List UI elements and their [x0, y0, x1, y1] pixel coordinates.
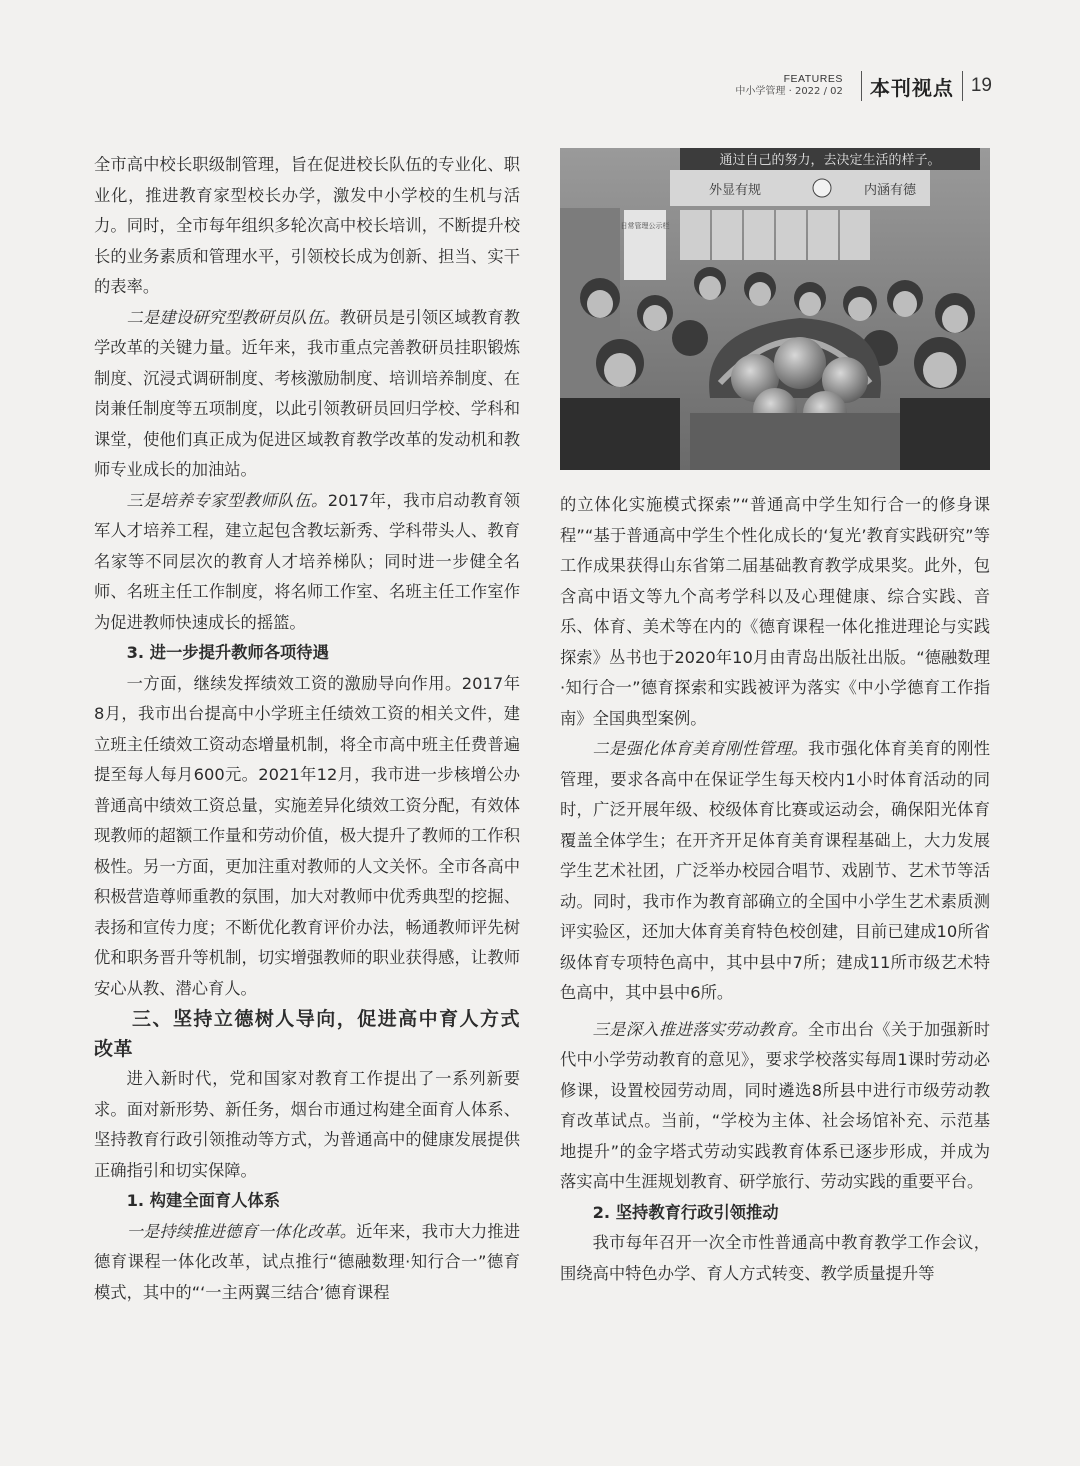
desk-left — [560, 398, 680, 470]
journal-issue: 中小学管理 · 2022 / 02 — [735, 86, 843, 98]
sign-text: 日常管理公示栏 — [620, 222, 670, 230]
paragraph: 全市高中校长职级制管理，旨在促进校长队伍的专业化、职业化，推进教育家型校长办学，激发中小学校的生机与活力。同时，全市每年组织多轮次高中校长培训，不断提升校长的业务素质和管理水平，引领校长成为创新、担当、实干的表率。 — [94, 155, 520, 296]
lead-phrase: 二是建设研究型教研员队伍。 — [126, 307, 340, 327]
paragraph — [94, 303, 520, 486]
features-label: FEATURES — [783, 73, 843, 86]
paragraph-text: 全市出台《关于加强新时代中小学劳动教育的意见》，要求学校落实每周1课时劳动必修课，设置校园劳动周，同时遴选8所县中进行市级劳动教育改革试点。当前，“学校为主体、社会场馆补充、示范基地提升”的金字塔式劳动实践教育体系已逐步形成，并成为落实高中生涯规划教育、研学旅行、劳动实践的重要平台。 — [560, 1019, 990, 1191]
page-header — [735, 68, 992, 104]
lead-phrase: 二是强化体育美育刚性管理。 — [592, 739, 808, 758]
board-left-text: 外显有规 — [708, 183, 762, 198]
paragraph-text: 2017年，我市启动教育领军人才培养工程，建立起包含教坛新秀、学科带头人、教育名家等不同层次的教育人才培养梯队；同时进一步健全名师、名班主任工作制度，将名师工作室、名班主任工作室作为促进教师快速成长的摇篮。 — [94, 490, 520, 632]
paragraph: 我市每年召开一次全市性普通高中教育教学工作会议，围绕高中特色办学、育人方式转变、教学质量提升等 — [560, 1233, 990, 1283]
basket-base — [690, 413, 900, 470]
paragraph-text: 近年来，我市大力推进德育课程一体化改革，试点推行“德融数理·知行合一”德育模式，其中的“‘一主两翼三结合’德育课程 — [94, 1221, 520, 1302]
subheading: 2. 坚持教育行政引领推动 — [592, 1202, 779, 1222]
board-right-text: 内涵有德 — [863, 183, 917, 198]
subheading: 3. 进一步提升教师各项待遇 — [126, 643, 329, 662]
paragraph: 的立体化实施模式探索”“普通高中学生知行合一的修身课程”“基于普通高中学生个性化成长的‘复光’教育实践研究”等工作成果获得山东省第二届基础教育教学成果奖。此外，包含高中语文等九个高考学科以及心理健康、综合实践、音乐、体育、美术等在内的《德育课程一体化推进理论与实践探索》丛书也于2020年10月由青岛出版社出版。“德融数理·知行合一”德育探索和实践被评为落实《中小学德育工作指南》全国典型案例。 — [560, 495, 990, 728]
clock — [813, 179, 831, 197]
left-column — [94, 150, 520, 1308]
desk-right — [900, 398, 990, 470]
sign-board — [624, 210, 666, 280]
paragraph: 一方面，继续发挥绩效工资的激励导向作用。2017年8月，我市出台提高中小学班主任绩效工资的相关文件，建立班主任绩效工资动态增量机制，将全市高中班主任费普遍提至每人每月600元。2021年12月，我市进一步核增公办普通高中绩效工资总量，实施差异化绩效工资分配，有效体现教师的超额工作量和劳动价值，极大提升了教师的工作积极性。另一方面，更加注重对教师的人文关怀。全市各高中积极营造尊师重教的氛围，加大对教师中优秀典型的挖掘、表扬和宣传力度；不断优化教育评价办法，畅通教师评先树优和职务晋升等机制，切实增强教师的职业获得感，让教师安心从教、潜心育人。 — [94, 673, 520, 998]
right-column — [560, 490, 990, 1289]
paragraph: 进入新时代，党和国家对教育工作提出了一系列新要求。面对新形势、新任务，烟台市通过构建全面育人体系、坚持教育行政引领推动等方式，为普通高中的健康发展提供正确指引和切实保障。 — [94, 1069, 520, 1180]
paragraph — [560, 734, 990, 1009]
paragraph-text: 教研员是引领区域教育教学改革的关键力量。近年来，我市重点完善教研员挂职锻炼制度、沉浸式调研制度、考核激励制度、培训培养制度、在岗兼任制度等五项制度，以此引领教研员回归学校、学科和课堂，使他们真正成为促进区域教育教学改革的发动机和教师专业成长的加油站。 — [94, 307, 520, 479]
header-divider-2 — [962, 71, 963, 101]
page-number: 19 — [970, 75, 992, 96]
header-divider — [861, 71, 862, 101]
paragraph — [94, 1217, 520, 1309]
subheading: 1. 构建全面育人体系 — [126, 1191, 281, 1210]
paragraph — [94, 486, 520, 639]
classroom-photo — [560, 148, 990, 470]
lead-phrase: 一是持续推进德育一体化改革。 — [126, 1221, 357, 1241]
lead-phrase: 三是深入推进落实劳动教育。 — [592, 1019, 808, 1039]
section-heading: 三、坚持立德树人导向，促进高中育人方式改革 — [94, 1008, 520, 1060]
journal-info — [735, 74, 842, 98]
lead-phrase: 三是培养专家型教师队伍。 — [126, 490, 328, 510]
photo-illustration — [560, 148, 990, 470]
section-title: 本刊视点 — [869, 75, 954, 100]
paragraph — [560, 1015, 990, 1198]
banner-text: 通过自己的努力，去决定生活的样子。 — [719, 153, 941, 168]
paragraph-text: 我市强化体育美育的刚性管理，要求各高中在保证学生每天校内1小时体育活动的同时，广泛开展年级、校级体育比赛或运动会，确保阳光体育覆盖全体学生；在开齐开足体育美育课程基础上，大力发展学生艺术社团，广泛举办校园合唱节、戏剧节、艺术节等活动。同时，我市作为教育部确立的全国中小学生艺术素质测评实验区，还加大体育美育特色校创建，目前已建成10所省级体育专项特色高中，其中县中7所；建成11所市级艺术特色高中，其中县中6所。 — [560, 739, 990, 1002]
